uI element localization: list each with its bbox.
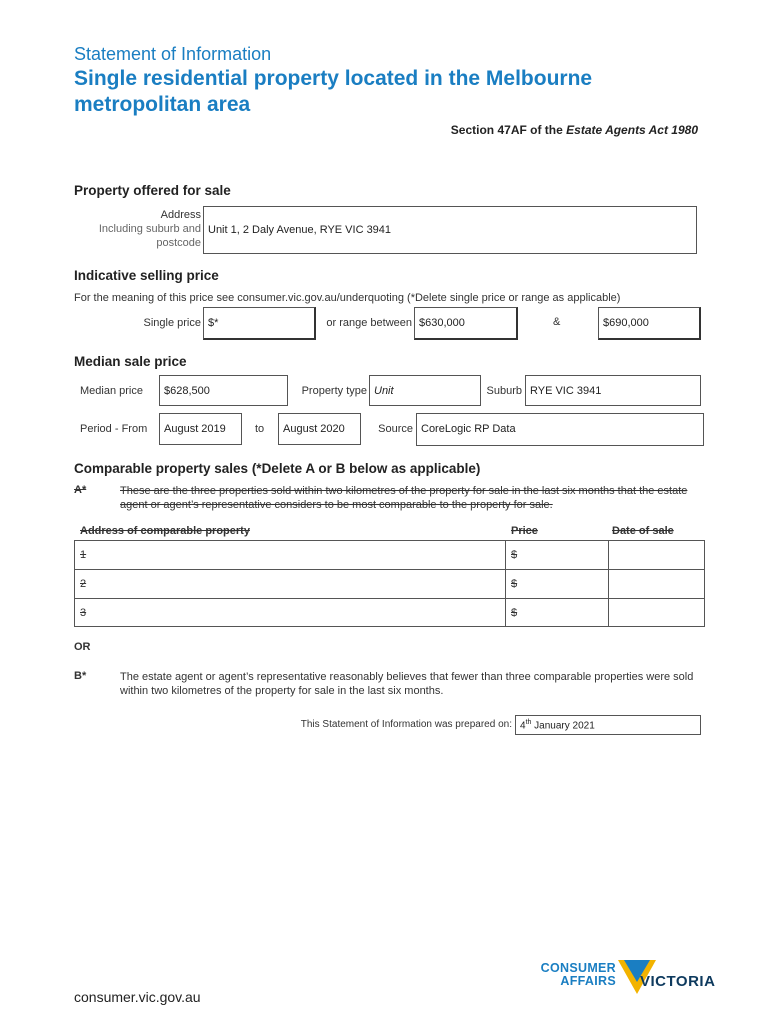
or-label: OR — [74, 641, 91, 653]
property-heading: Property offered for sale — [74, 183, 231, 198]
table-row[interactable] — [74, 569, 705, 598]
row-number: 1 — [80, 549, 87, 561]
option-b-marker: B* — [74, 670, 87, 682]
period-to-label: to — [255, 423, 265, 435]
single-price-field[interactable]: $* — [203, 307, 316, 340]
col-date-header: Date of sale — [612, 525, 674, 537]
comparable-heading: Comparable property sales (*Delete A or B below as applicable) — [74, 461, 481, 476]
comparable-table — [74, 540, 705, 627]
indicative-note: For the meaning of this price see consumer.vic.gov.au/underquoting (*Delete single price or range as applicable) — [74, 292, 621, 304]
prepared-date-field[interactable] — [515, 715, 701, 735]
address-sublabel-1: Including suburb and — [98, 223, 201, 235]
consumer-affairs-victoria-logo — [528, 958, 716, 1006]
form-kicker: Statement of Information — [74, 44, 272, 64]
period-to-field[interactable]: August 2020 — [278, 413, 361, 445]
act-reference — [400, 123, 698, 137]
range-label: or range between — [326, 317, 412, 329]
period-from-field[interactable]: August 2019 — [159, 413, 242, 445]
property-type-label: Property type — [301, 385, 367, 397]
single-price-label: Single price — [143, 317, 201, 329]
option-a-text: These are the three properties sold within two kilometres of the property for sale in the last six months that the estate agent or agent’s representative considers to be most comparable to the property for sale. — [120, 485, 688, 511]
act-prefix: Section 47AF of the — [450, 123, 567, 137]
table-row[interactable] — [74, 540, 705, 569]
form-title: Single residential property located in the Melbourne metropolitan area — [74, 67, 593, 116]
col-address-header: Address of comparable property — [80, 525, 250, 537]
address-sublabel-2: postcode — [156, 237, 201, 249]
prepared-day-suffix: th — [525, 719, 532, 726]
row-number: 2 — [80, 578, 87, 590]
row-price: $ — [511, 549, 518, 561]
col-price-header: Price — [511, 525, 538, 537]
table-row[interactable] — [74, 598, 705, 626]
act-name: Estate Agents Act 1980 — [566, 123, 698, 137]
range-low-field[interactable]: $630,000 — [414, 307, 518, 340]
table-line — [74, 626, 705, 627]
row-price: $ — [511, 607, 518, 619]
address-label: Address — [160, 209, 201, 221]
source-field[interactable]: CoreLogic RP Data — [416, 413, 704, 446]
option-a-marker: A* — [74, 484, 87, 496]
period-from-label: Period - From — [80, 423, 148, 435]
row-number: 3 — [80, 607, 87, 619]
row-price: $ — [511, 578, 518, 590]
logo-victoria-word: VICTORIA — [640, 973, 716, 990]
prepared-month-year: January 2021 — [531, 720, 595, 732]
median-price-label: Median price — [80, 385, 143, 397]
range-high-field[interactable]: $690,000 — [598, 307, 701, 340]
suburb-field[interactable]: RYE VIC 3941 — [525, 375, 701, 406]
indicative-heading: Indicative selling price — [74, 268, 219, 283]
median-heading: Median sale price — [74, 354, 187, 369]
suburb-label: Suburb — [486, 385, 522, 397]
address-field[interactable]: Unit 1, 2 Daly Avenue, RYE VIC 3941 — [203, 206, 697, 254]
prepared-day: 4 — [520, 720, 526, 732]
footer-url[interactable]: consumer.vic.gov.au — [74, 989, 201, 1005]
logo-line-1: CONSUMER — [540, 961, 616, 975]
option-b-text: The estate agent or agent’s representative reasonably believes that fewer than three comparable properties were sold within two kilometres of the property for sale in the last six months. — [120, 671, 694, 697]
median-price-field[interactable]: $628,500 — [159, 375, 288, 406]
logo-line-2: AFFAIRS — [560, 974, 616, 988]
source-label: Source — [378, 423, 413, 435]
range-ampersand: & — [553, 316, 561, 328]
prepared-label: This Statement of Information was prepared on: — [300, 719, 512, 730]
property-type-field[interactable]: Unit — [369, 375, 481, 406]
